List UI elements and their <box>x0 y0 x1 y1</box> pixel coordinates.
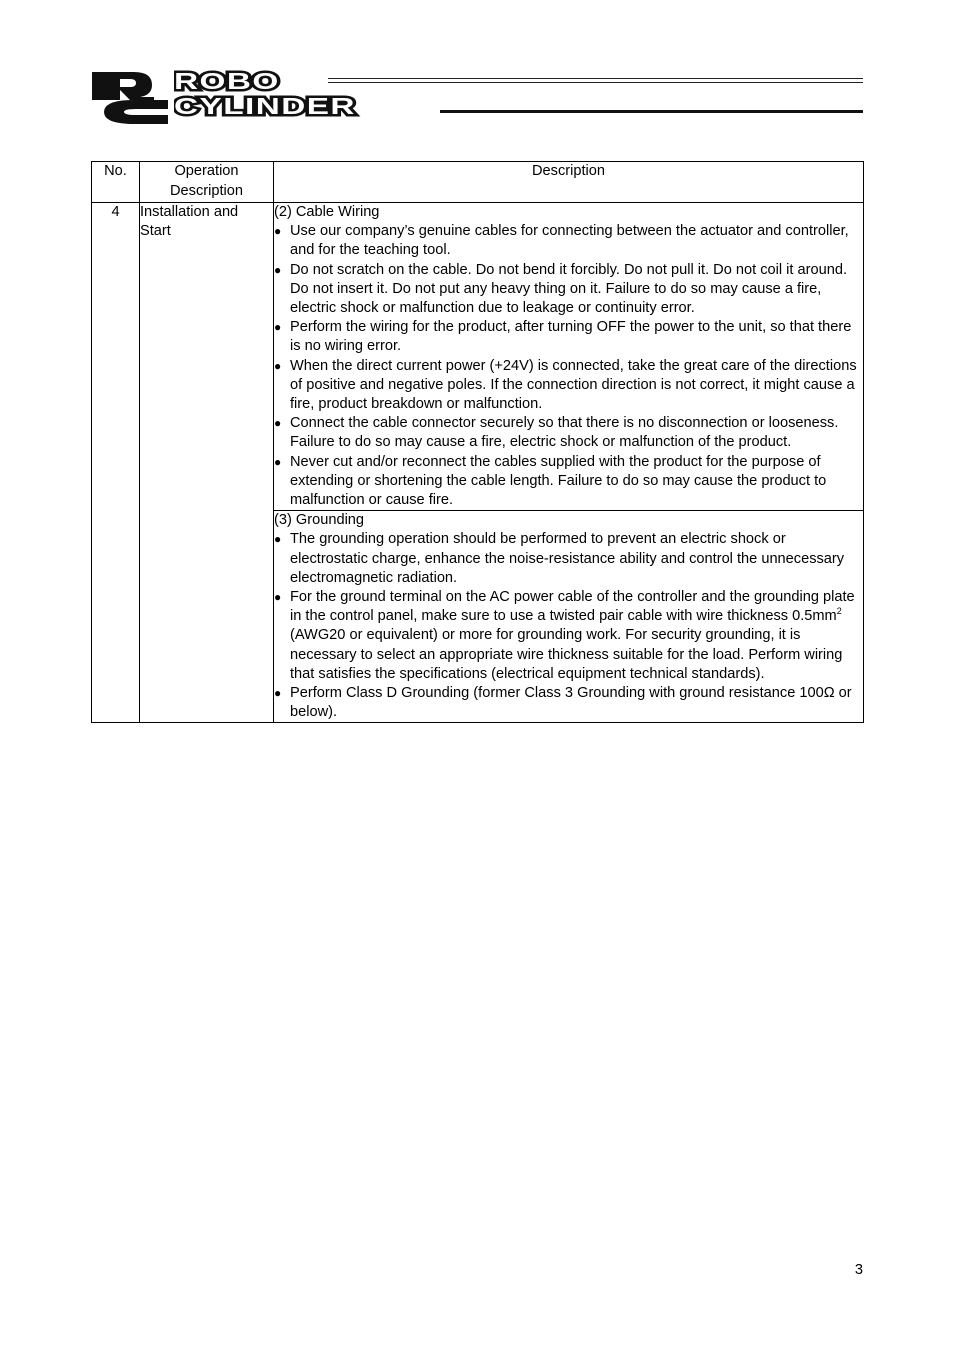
operation-table <box>91 161 864 723</box>
bullet-icon: ● <box>274 686 282 701</box>
bullet-icon: ● <box>274 454 282 469</box>
row-number: 4 <box>92 203 140 723</box>
list-item <box>274 453 863 511</box>
rc-logo-icon <box>90 70 170 124</box>
bullet-text: Perform Class D Grounding (former Class 3 Grounding with ground resistance 100Ω or below). <box>290 685 852 721</box>
bullet-icon: ● <box>274 262 282 277</box>
list-item <box>274 684 863 722</box>
header-double-rule <box>328 78 863 83</box>
logo-line2: CYLINDER <box>174 93 356 120</box>
list-item <box>274 414 863 452</box>
bullet-text: Do not scratch on the cable. Do not bend it forcibly. Do not pull it. Do not coil it around. Do not insert it. Do not put any heavy thing on it. Failure to do so may cause a fire, electric shock or malfunction due to leakage or continuity error. <box>290 261 848 317</box>
list-item <box>274 530 863 588</box>
section-title: (2) Cable Wiring <box>274 204 380 220</box>
grounding-section <box>274 511 864 723</box>
bullet-text: Use our company’s genuine cables for connecting between the actuator and controller, and for the teaching tool. <box>290 223 849 259</box>
header-description: Description <box>274 162 864 203</box>
bullet-icon: ● <box>274 320 282 335</box>
bullet-text <box>290 589 855 682</box>
table-row <box>92 203 864 511</box>
cable-wiring-section <box>274 203 864 511</box>
logo-line1: ROBO <box>174 70 280 95</box>
page-header <box>90 68 863 124</box>
bullet-icon: ● <box>274 358 282 373</box>
bullet-text: Perform the wiring for the product, after turning OFF the power to the unit, so that there is no wiring error. <box>290 319 852 355</box>
list-item <box>274 261 863 319</box>
page-number: 3 <box>854 1262 863 1278</box>
bullet-text: Never cut and/or reconnect the cables supplied with the product for the purpose of extending or shortening the cable length. Failure to do so may cause the product to malfunction or cause fire. <box>290 453 827 509</box>
header-operation-line1: Operation <box>174 163 239 179</box>
section-title: (3) Grounding <box>274 512 365 529</box>
header-operation-description <box>140 162 274 203</box>
cable-wiring-bullets <box>274 222 863 510</box>
list-item <box>274 588 863 684</box>
bullet-text-part: For the ground terminal on the AC power cable of the controller and the grounding plate in the control panel, make sure to use a twisted pair cable with wire thickness 0.5mm <box>290 589 855 625</box>
bullet-text: When the direct current power (+24V) is connected, take the great care of the directions of positive and negative poles. If the connection direction is not correct, it might cause a fire, product breakdown or malfunction. <box>290 357 857 413</box>
grounding-bullets <box>274 530 863 722</box>
bullet-text: The grounding operation should be performed to prevent an electric shock or electrostatic charge, enhance the noise-resistance ability and control the unnecessary electromagnetic radiation. <box>290 531 845 586</box>
list-item <box>274 222 863 260</box>
superscript: 2 <box>836 606 842 617</box>
bullet-icon: ● <box>274 532 282 547</box>
list-item <box>274 318 863 356</box>
table-header-row <box>92 162 864 203</box>
header-operation-line2: Description <box>170 182 243 199</box>
bullet-icon: ● <box>274 416 282 431</box>
list-item <box>274 357 863 415</box>
bullet-text-part: (AWG20 or equivalent) or more for grounding work. For security grounding, it is necessary to select an appropriate wire thickness suitable for the load. Perform wiring that satisfies the specifications (electrical equipment technical standards). <box>290 627 843 682</box>
row-operation: Installation and Start <box>140 203 274 723</box>
bullet-icon: ● <box>274 590 282 605</box>
header-no: No. <box>92 162 140 203</box>
bullet-text: Connect the cable connector securely so that there is no disconnection or looseness. Failure to do so may cause a fire, electric shock or malfunction of the product. <box>290 415 839 451</box>
header-rule <box>440 110 863 113</box>
bullet-icon: ● <box>274 224 282 239</box>
